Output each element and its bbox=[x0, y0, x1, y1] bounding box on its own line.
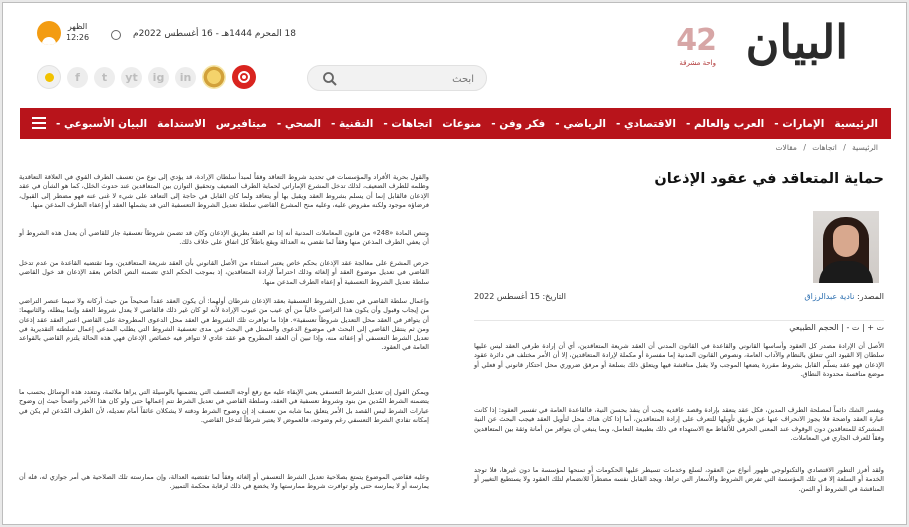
font-size-controls[interactable]: ت + | ت - | الحجم الطبيعي bbox=[789, 323, 884, 332]
prayer-time bbox=[66, 21, 89, 43]
search-icon[interactable] bbox=[322, 71, 338, 87]
main-nav bbox=[20, 108, 891, 139]
twitter-icon[interactable]: t bbox=[94, 67, 115, 88]
anniversary-badge: 42 bbox=[676, 23, 716, 58]
prayer-name: الظهر bbox=[67, 22, 88, 31]
article-paragraph: ولقد أفرز التطور الاقتصادي والتكنولوجي ظهور أنواع من العقود، لسلع وخدمات تسيطر عليها الحكومات أو تمنحها لمؤسسة ما دون غيرها، فلا توجد الخدمة أو السلعة إلا في تلك المؤسسة التي تفرض الشروط والأسعار التي تراها، ويجد القابل نفسه مضطراً للانضمام لتلك العقود ولا يستطيع التغيير أو المناقشة في الشروط أو الثمن. bbox=[474, 466, 884, 493]
clock-icon bbox=[111, 30, 121, 40]
nav-item-misc[interactable]: منوعات bbox=[442, 117, 482, 130]
article-source bbox=[804, 292, 884, 301]
breadcrumb-sep: / bbox=[803, 143, 806, 152]
date-label: التاريخ: bbox=[542, 292, 566, 301]
article-paragraph: الأصل أن الإرادة مصدر كل العقود وأساسها القانوني والقاعدة في القانون المدني أن العقد شريعة المتعاقدين، أي أن إرادة طرفي العقد ليس عليها سلطان إلا القيود التي تتعلق بالنظام والآداب العامة، ونصوص القانون المدنية إما مفسرة أو مكملة لإرادة المتعاقدين، إلا أن الأمر مختلف في دائرة عقود الإذعان فهو عقد يسلّم القابل بشروط مقررة يضعها الموجب ولا يقبل مناقشة فيها ويتعلق ذلك بسلعة أو مرفق ضروري محل احتكار قانوني أو فعلي أو موضع منافسة محدودة النطاق. bbox=[474, 342, 884, 378]
nav-item-home[interactable]: الرئيسية bbox=[834, 117, 878, 130]
emblem-icon[interactable] bbox=[202, 65, 226, 89]
breadcrumb bbox=[773, 143, 880, 152]
source-label: المصدر: bbox=[857, 292, 884, 301]
social-bar bbox=[37, 62, 256, 92]
breadcrumb-home[interactable]: الرئيسية bbox=[852, 143, 878, 152]
site-logo[interactable] bbox=[658, 17, 848, 87]
nav-item-arab-world[interactable]: العرب والعالم - bbox=[685, 117, 765, 130]
theme-toggle-icon[interactable] bbox=[37, 65, 61, 89]
breadcrumb-articles[interactable]: مقالات bbox=[775, 143, 797, 152]
sun-icon bbox=[37, 21, 61, 45]
article-date bbox=[474, 292, 566, 301]
facebook-icon[interactable]: f bbox=[67, 67, 88, 88]
nav-item-sustainability[interactable]: الاستدامة bbox=[157, 117, 206, 130]
author-link[interactable]: نادية عبدالرزاق bbox=[804, 292, 855, 301]
date-value: 15 أغسطس 2022 bbox=[474, 292, 540, 301]
article-paragraph: وعليه فقاضي الموضوع يتمتع بصلاحية تعديل الشرط التعسفي أو إلغائه وفقاً لما تقتضيه العدالة، وإن ممارسته تلك الصلاحية هي أمر جوازي له، فله أن يمارسه أو لا يمارسه حتى ولو توافرت شروط ممارستها ولا يخضع في ذلك لرقابة محكمة التمييز. bbox=[19, 473, 429, 491]
nav-item-weekly[interactable]: البيان الأسبوعي - bbox=[56, 117, 148, 130]
linkedin-icon[interactable]: in bbox=[175, 67, 196, 88]
nav-item-metaverse[interactable]: ميتافيرس bbox=[215, 117, 267, 130]
author-photo bbox=[813, 211, 879, 283]
logo-wordmark: البيان bbox=[745, 15, 848, 69]
nav-items bbox=[51, 108, 883, 139]
nav-item-trends[interactable]: اتجاهات - bbox=[383, 117, 433, 130]
article-paragraph: ويفسر الشك دائماً لمصلحة الطرف المدين، فكل عقد يتعقد بإرادة وقصد عاقديه يجب أن ينفذ بحسن النية، فالقاعدة العامة في تفسير العقود: إذا كانت عبارة العقد واضحة فلا يجوز الانحراف عنها عن طريق تأويلها للتعرف على إرادة المتعاقدين، أما إذا كان هناك محل لتأويل العقد فيجب البحث عن النية المشتركة للمتعاقدين دون الوقوف عند المعنى الحرفي للألفاظ مع الاستهداء في ذلك بطبيعة التعامل، وبما ينبغي أن يتوافر من أمانة وثقة بين المتعاقدين وفقاً للعرف الجاري في المعاملات. bbox=[474, 406, 884, 442]
breadcrumb-sep: / bbox=[843, 143, 846, 152]
nav-item-economy[interactable]: الاقتصادي - bbox=[616, 117, 676, 130]
meta-divider bbox=[474, 320, 884, 321]
anniversary-subtitle: واحة مشرقة bbox=[679, 59, 716, 67]
article-meta bbox=[474, 292, 884, 304]
search-box[interactable] bbox=[307, 65, 487, 91]
instagram-icon[interactable]: ig bbox=[148, 67, 169, 88]
nav-item-culture[interactable]: فكر وفن - bbox=[491, 117, 546, 130]
article-paragraph: ويمكن القول إن تعديل الشرط التعسفي يعني الإبقاء عليه مع رفع أوجه التعسف التي يتضمنها بالوسيلة التي يراها ملائمة، وتتعدد هذه الوسائل بحسب ما يتضمنه الشرط المُدين من بنود وشروط تعسفية في العقد، وسلطة القاضي في تعديل الشرط تتم إعمالها حتى ولو كان هذا الأخير واضحاً حيث إن وضوح عبارات الشرط ليس القصد بل الأمر يتعلق بما شابه من تعسف إذ إن وضوح الشرط ودقته لا يشكلان عائقاً أمام تعديله، لأن الطرف المُذعن لم يكن في إمكانه تفادي الشرط التعسفي رغم وضوحه، فالعموض لا يعتبر شرطاً لتدخل القاضي. bbox=[19, 388, 429, 424]
nav-item-emirates[interactable]: الإمارات - bbox=[774, 117, 825, 130]
prayer-time-value: 12:26 bbox=[66, 33, 90, 42]
hijri-gregorian-date: 18 المحرم 1444هـ - 16 أغسطس 2022م bbox=[133, 29, 296, 39]
nav-item-sports[interactable]: الرياضي - bbox=[555, 117, 607, 130]
breadcrumb-trends[interactable]: اتجاهات bbox=[812, 143, 837, 152]
browser-page bbox=[2, 2, 907, 525]
nav-item-tech[interactable]: التقنية - bbox=[331, 117, 374, 130]
site-header bbox=[3, 3, 907, 108]
article-title: حماية المتعاقد في عقود الإذعان bbox=[654, 171, 884, 187]
youtube-icon[interactable]: yt bbox=[121, 67, 142, 88]
article-paragraph: وتنص المادة «248» من قانون المعاملات المدنية أنه إذا تم العقد بطريق الإذعان وكان قد تضمن شروطاً تعسفية جاز للقاضي أن يعدل هذه الشروط أو أن يعفي الطرف المذعن منها وفقاً لما تقضي به العدالة ويقع باطلاً كل اتفاق على خلاف ذلك. bbox=[19, 229, 429, 247]
search-input[interactable] bbox=[344, 70, 474, 88]
hamburger-menu-icon[interactable] bbox=[32, 117, 46, 129]
nav-item-health[interactable]: الصحي - bbox=[276, 117, 321, 130]
article-paragraph: وإعمال سلطة القاضي في تعديل الشروط التعسفية بعقد الإذعان شرطان أولهما: أن يكون العقد عقداً صحيحاً من حيث أركانه ولا سيما عنصر التراضي من إيجاب وقبول وأن يكون هذا التراضي خالياً من أي عيب من عيوب الإرادة لأنه لو كان غير ذلك فالقاضي لا يعدل شروط العقد وإنما يبطله، والثانيهما: أن يتوافر في العقد محل التعديل شروطاً تعسفية». فإذا ما توافرت تلك الشروط في العقد محل الدعوى المطروحة على القاضي اعتبر العقد عقد إذعان ومن ثم ينتقل القاضي إلى البحث في موضوع الدعوى والمتمثل في البحث في مدى تعسفية الشروط التي يطلب المدعي إعمال سلطته التقديرية في تعديل الشرط التعسفي أو إعفائه منه، وإذا تبين أن العقد المطروح هو عقد عادي لا تتوافر فيه خصائص الإذعان فهي هذه الحالة يلتزم القاضي بالقواعد العامة في العقود. bbox=[19, 297, 429, 352]
live-broadcast-icon[interactable] bbox=[232, 65, 256, 89]
article-paragraph: حرص المشرع على معالجة عقد الإذعان بحكم خاص يعتبر استثناء من الأصل القانوني بأن العقد شريعة المتعاقدين، وما تقتضيه القاعدة من عدم تدخل القاضي في تعديل موضوع العقد أو إلغائه وذلك احتراماً لإرادة المتعاقدين، إذ بموجب الحكم الذي تضمنه النص الخاص بعقد الإذعان قد خول القاضي سلطة تعديل الشروط التعسفية أو إعفاء الطرف المذعن منها. bbox=[19, 259, 429, 286]
article-paragraph: والقول بحرية الأفراد والمؤسسات في تحديد شروط التعاقد وفقاً لمبدأ سلطان الإرادة، قد يؤدي إلى نوع من تعسف الطرف القوي في العلاقة التعاقدية وظلمه للطرف الضعيف، لذلك تدخل المشرع الإماراتي لحماية الطرف الضعيف وتحقيق التوازن بين المتعاقدين عند حدوث الخلل، كما هو الشأن في عقد الإذعان فالقابل إنما أن يسلم بشروط العقد ويقبل بها أو يتعاقد ولما كان القابل في حاجة إلى التعاقد على شيء لا غنى عنه فهو مضطر إلى القبول، فرضاؤه موجود ولكنه مفروض عليه، وعليه منح المشرع القاضي سلطة تعديل الشروط التعسفية التي قد يشملها العقد أو إعفاء الطرف المذعن منها. bbox=[19, 173, 429, 209]
